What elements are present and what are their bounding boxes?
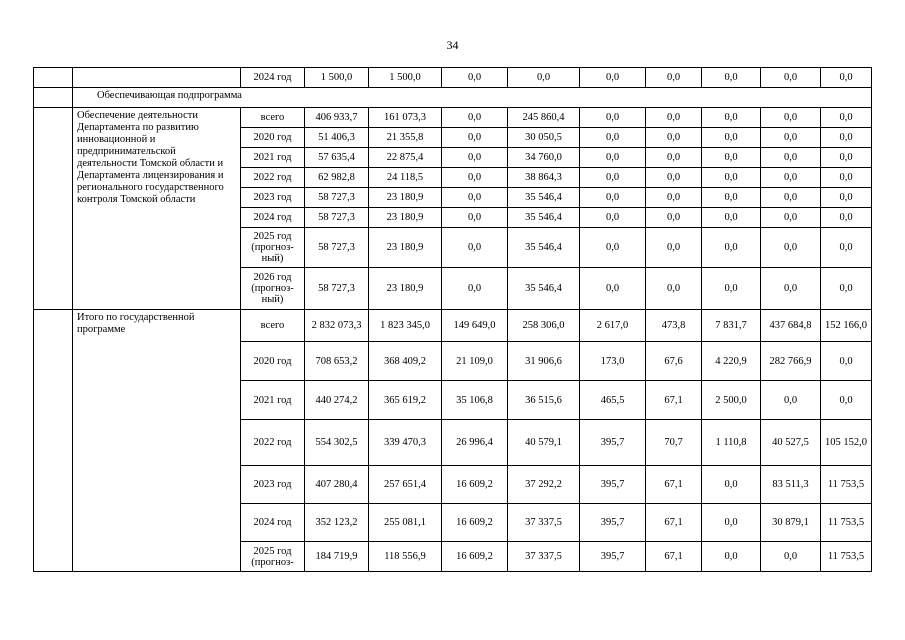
value-cell: 35 546,4 (508, 228, 580, 268)
year-cell: всего (241, 108, 305, 128)
value-cell: 2 617,0 (580, 310, 646, 342)
value-cell: 0,0 (580, 68, 646, 88)
year-cell: 2022 год (241, 420, 305, 466)
value-cell: 437 684,8 (761, 310, 821, 342)
value-cell: 0,0 (821, 208, 872, 228)
value-cell: 0,0 (702, 68, 761, 88)
value-cell: 0,0 (761, 381, 821, 420)
value-cell: 473,8 (646, 310, 702, 342)
year-cell: 2023 год (241, 466, 305, 504)
value-cell: 0,0 (821, 128, 872, 148)
value-cell: 0,0 (761, 542, 821, 572)
value-cell: 440 274,2 (305, 381, 369, 420)
value-cell: 406 933,7 (305, 108, 369, 128)
value-cell: 37 337,5 (508, 504, 580, 542)
value-cell: 58 727,3 (305, 188, 369, 208)
value-cell: 339 470,3 (369, 420, 442, 466)
value-cell: 395,7 (580, 466, 646, 504)
value-cell: 0,0 (821, 168, 872, 188)
value-cell: 0,0 (761, 268, 821, 310)
value-cell: 35 106,8 (442, 381, 508, 420)
value-cell: 407 280,4 (305, 466, 369, 504)
value-cell: 23 180,9 (369, 228, 442, 268)
value-cell: 40 579,1 (508, 420, 580, 466)
value-cell: 26 996,4 (442, 420, 508, 466)
year-cell: 2023 год (241, 188, 305, 208)
total-name-cell: Итого по государственной программе (73, 310, 241, 572)
value-cell: 70,7 (646, 420, 702, 466)
value-cell: 0,0 (761, 148, 821, 168)
value-cell: 0,0 (646, 228, 702, 268)
value-cell: 2 832 073,3 (305, 310, 369, 342)
value-cell: 149 649,0 (442, 310, 508, 342)
value-cell: 0,0 (821, 68, 872, 88)
value-cell: 0,0 (821, 342, 872, 381)
value-cell: 352 123,2 (305, 504, 369, 542)
value-cell: 1 500,0 (369, 68, 442, 88)
year-cell: 2024 год (241, 504, 305, 542)
value-cell: 0,0 (646, 168, 702, 188)
value-cell: 708 653,2 (305, 342, 369, 381)
program-name-cell: Обеспечение деятельности Департамента по развитию инновационной и предпринимательской деятельности Томской области и Департамента лицензирования и регионального государственного контроля Томской области (73, 108, 241, 310)
value-cell: 255 081,1 (369, 504, 442, 542)
value-cell: 0,0 (702, 108, 761, 128)
value-cell: 36 515,6 (508, 381, 580, 420)
value-cell: 258 306,0 (508, 310, 580, 342)
year-cell: 2021 год (241, 381, 305, 420)
value-cell: 0,0 (761, 188, 821, 208)
value-cell: 161 073,3 (369, 108, 442, 128)
value-cell: 0,0 (761, 168, 821, 188)
value-cell: 11 753,5 (821, 504, 872, 542)
value-cell: 51 406,3 (305, 128, 369, 148)
value-cell: 16 609,2 (442, 504, 508, 542)
year-cell: 2026 год (прогноз-ный) (241, 268, 305, 310)
year-cell: 2021 год (241, 148, 305, 168)
value-cell: 0,0 (580, 108, 646, 128)
section-row (34, 88, 872, 108)
value-cell: 67,6 (646, 342, 702, 381)
value-cell: 245 860,4 (508, 108, 580, 128)
value-cell: 37 337,5 (508, 542, 580, 572)
value-cell: 184 719,9 (305, 542, 369, 572)
index-cell (34, 310, 73, 572)
value-cell: 0,0 (646, 188, 702, 208)
value-cell: 1 110,8 (702, 420, 761, 466)
value-cell: 0,0 (646, 128, 702, 148)
value-cell: 0,0 (580, 148, 646, 168)
value-cell: 0,0 (580, 128, 646, 148)
value-cell: 67,1 (646, 542, 702, 572)
value-cell: 0,0 (821, 108, 872, 128)
value-cell: 0,0 (442, 208, 508, 228)
value-cell: 152 166,0 (821, 310, 872, 342)
value-cell: 30 050,5 (508, 128, 580, 148)
value-cell: 0,0 (580, 188, 646, 208)
value-cell: 0,0 (702, 128, 761, 148)
index-cell (34, 68, 73, 88)
value-cell: 0,0 (702, 542, 761, 572)
table-row (34, 310, 872, 342)
value-cell: 0,0 (761, 68, 821, 88)
name-cell (73, 68, 241, 88)
value-cell: 282 766,9 (761, 342, 821, 381)
value-cell: 31 906,6 (508, 342, 580, 381)
value-cell: 0,0 (646, 148, 702, 168)
value-cell: 24 118,5 (369, 168, 442, 188)
value-cell: 21 355,8 (369, 128, 442, 148)
value-cell: 21 109,0 (442, 342, 508, 381)
value-cell: 0,0 (761, 108, 821, 128)
value-cell: 368 409,2 (369, 342, 442, 381)
value-cell: 22 875,4 (369, 148, 442, 168)
value-cell: 0,0 (442, 128, 508, 148)
value-cell: 7 831,7 (702, 310, 761, 342)
value-cell: 465,5 (580, 381, 646, 420)
value-cell: 0,0 (761, 208, 821, 228)
year-cell: 2024 год (241, 208, 305, 228)
value-cell: 0,0 (821, 381, 872, 420)
value-cell: 58 727,3 (305, 228, 369, 268)
year-cell: 2025 год (прогноз- (241, 542, 305, 572)
value-cell: 0,0 (646, 268, 702, 310)
value-cell: 0,0 (821, 148, 872, 168)
value-cell: 0,0 (580, 208, 646, 228)
value-cell: 0,0 (821, 188, 872, 208)
table-row (34, 108, 872, 128)
value-cell: 1 500,0 (305, 68, 369, 88)
value-cell: 105 152,0 (821, 420, 872, 466)
budget-table (33, 67, 872, 572)
value-cell: 4 220,9 (702, 342, 761, 381)
value-cell: 16 609,2 (442, 542, 508, 572)
value-cell: 0,0 (702, 268, 761, 310)
value-cell: 395,7 (580, 420, 646, 466)
table-row (34, 68, 872, 88)
value-cell: 67,1 (646, 466, 702, 504)
value-cell: 0,0 (702, 504, 761, 542)
value-cell: 0,0 (442, 148, 508, 168)
value-cell: 554 302,5 (305, 420, 369, 466)
value-cell: 0,0 (646, 68, 702, 88)
value-cell: 118 556,9 (369, 542, 442, 572)
value-cell: 2 500,0 (702, 381, 761, 420)
value-cell: 0,0 (702, 466, 761, 504)
value-cell: 0,0 (702, 168, 761, 188)
value-cell: 57 635,4 (305, 148, 369, 168)
value-cell: 67,1 (646, 504, 702, 542)
value-cell: 30 879,1 (761, 504, 821, 542)
value-cell: 62 982,8 (305, 168, 369, 188)
value-cell: 83 511,3 (761, 466, 821, 504)
year-cell: 2020 год (241, 128, 305, 148)
value-cell: 0,0 (508, 68, 580, 88)
value-cell: 173,0 (580, 342, 646, 381)
value-cell: 395,7 (580, 542, 646, 572)
value-cell: 0,0 (646, 108, 702, 128)
value-cell: 0,0 (442, 68, 508, 88)
value-cell: 23 180,9 (369, 188, 442, 208)
value-cell: 16 609,2 (442, 466, 508, 504)
value-cell: 38 864,3 (508, 168, 580, 188)
value-cell: 0,0 (442, 268, 508, 310)
value-cell: 35 546,4 (508, 208, 580, 228)
value-cell: 34 760,0 (508, 148, 580, 168)
year-cell: 2024 год (241, 68, 305, 88)
value-cell: 35 546,4 (508, 188, 580, 208)
value-cell: 395,7 (580, 504, 646, 542)
page-number: 34 (446, 38, 459, 52)
value-cell: 40 527,5 (761, 420, 821, 466)
index-cell (34, 108, 73, 310)
value-cell: 0,0 (580, 268, 646, 310)
value-cell: 0,0 (580, 168, 646, 188)
index-cell (34, 88, 73, 108)
value-cell: 0,0 (761, 128, 821, 148)
value-cell: 35 546,4 (508, 268, 580, 310)
section-title: Обеспечивающая подпрограмма (73, 88, 872, 108)
value-cell: 58 727,3 (305, 268, 369, 310)
value-cell: 0,0 (702, 228, 761, 268)
value-cell: 1 823 345,0 (369, 310, 442, 342)
value-cell: 67,1 (646, 381, 702, 420)
value-cell: 257 651,4 (369, 466, 442, 504)
value-cell: 0,0 (442, 228, 508, 268)
value-cell: 0,0 (442, 188, 508, 208)
value-cell: 0,0 (442, 108, 508, 128)
year-cell: 2025 год (прогноз-ный) (241, 228, 305, 268)
value-cell: 23 180,9 (369, 208, 442, 228)
value-cell: 37 292,2 (508, 466, 580, 504)
value-cell: 23 180,9 (369, 268, 442, 310)
value-cell: 365 619,2 (369, 381, 442, 420)
value-cell: 58 727,3 (305, 208, 369, 228)
year-cell: 2020 год (241, 342, 305, 381)
value-cell: 0,0 (702, 188, 761, 208)
value-cell: 0,0 (821, 268, 872, 310)
value-cell: 11 753,5 (821, 542, 872, 572)
value-cell: 0,0 (702, 148, 761, 168)
value-cell: 0,0 (702, 208, 761, 228)
year-cell: 2022 год (241, 168, 305, 188)
value-cell: 0,0 (442, 168, 508, 188)
value-cell: 0,0 (646, 208, 702, 228)
value-cell: 0,0 (821, 228, 872, 268)
value-cell: 0,0 (761, 228, 821, 268)
year-cell: всего (241, 310, 305, 342)
value-cell: 0,0 (580, 228, 646, 268)
value-cell: 11 753,5 (821, 466, 872, 504)
